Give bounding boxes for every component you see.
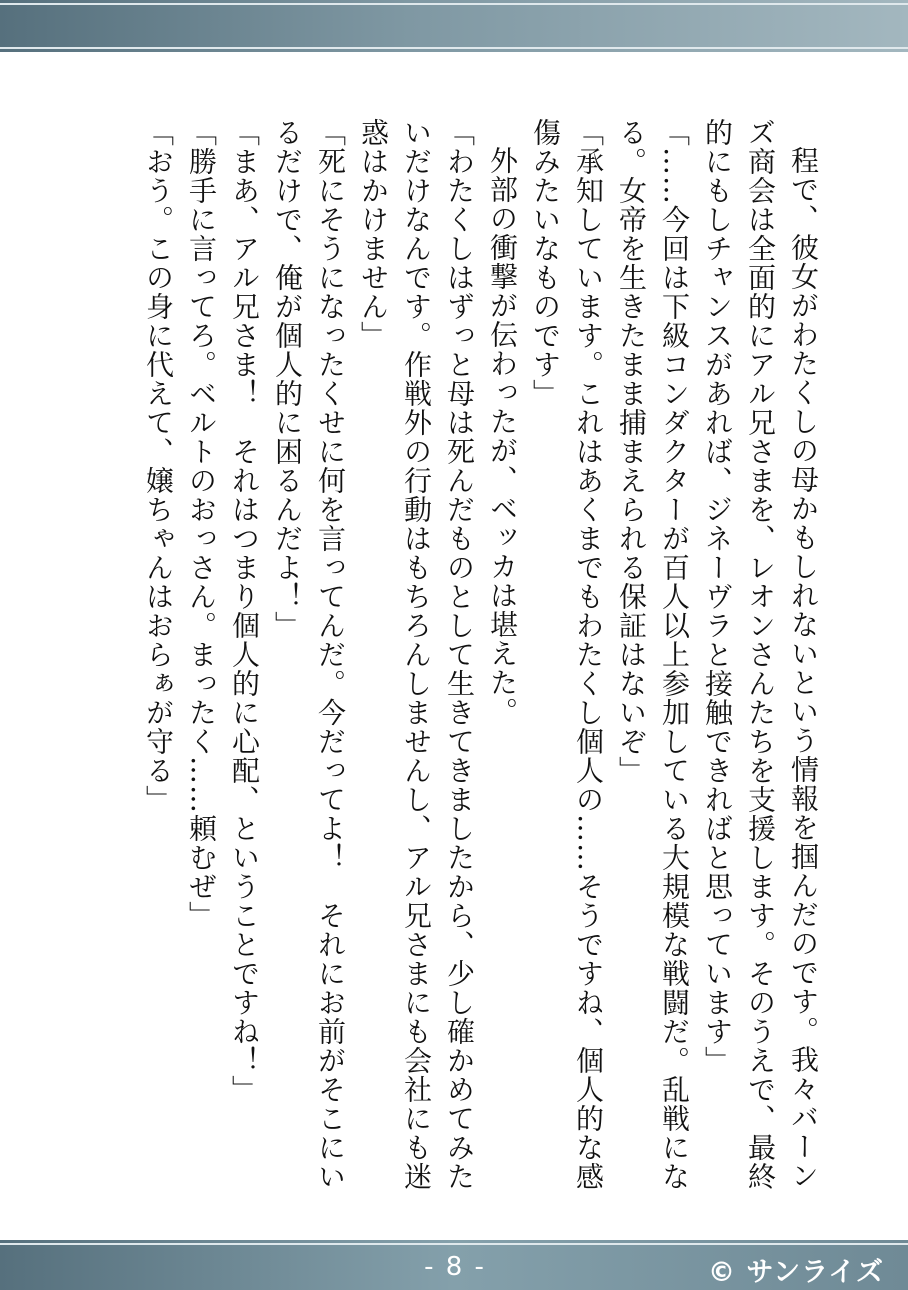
header-rule-bottom	[0, 47, 908, 49]
paragraph: 「わたくしはずっと母は死んだものとして生きてきましたから、少し確かめてみたいだけなんです。作戦外の行動はもちろんしませんし、アル兄さまにも会社にも迷惑はかけません」	[357, 118, 476, 1191]
paragraph: 「おう。この身に代えて、嬢ちゃんはおらぁが守る」	[142, 118, 175, 814]
paragraph: 「死にそうになったくせに何を言ってんだ。今だってよ！ それにお前がそこにいるだけで、俺が個人的に困るんだよ！」	[271, 118, 347, 1191]
page-number: - 8 -	[424, 1252, 486, 1282]
novel-body-text	[95, 118, 825, 1193]
paragraph: 「勝手に言ってろ。ベルトのおっさん。まったく……頼むぜ」	[185, 118, 218, 930]
copyright-notice: © サンライズ	[708, 1257, 884, 1288]
header-band	[0, 0, 908, 52]
paragraph: 「まあ、アル兄さま！ それはつまり個人的に心配、ということですね！」	[228, 118, 261, 1104]
header-rule-top	[0, 3, 908, 5]
footer-rule-top	[0, 1243, 908, 1245]
paragraph: 「承知しています。これはあくまでもわたくし個人の……そうですね、個人的な感傷みたいなものです」	[529, 118, 605, 1191]
paragraph: 程で、彼女がわたくしの母かもしれないという情報を掴んだのです。我々バーンズ商会は全面的にアル兄さまを、レオンさんたちを支援します。そのうえで、最終的にもしチャンスがあれば、ジネーヴラと接触できればと思っています」	[701, 118, 820, 1191]
paragraph: 外部の衝撃が伝わったが、ベッカは堪えた。	[486, 146, 519, 726]
paragraph: 「……今回は下級コンダクターが百人以上参加している大規模な戦闘だ。乱戦になる。女帝を生きたまま捕まえられる保証はないぞ」	[615, 118, 691, 1191]
